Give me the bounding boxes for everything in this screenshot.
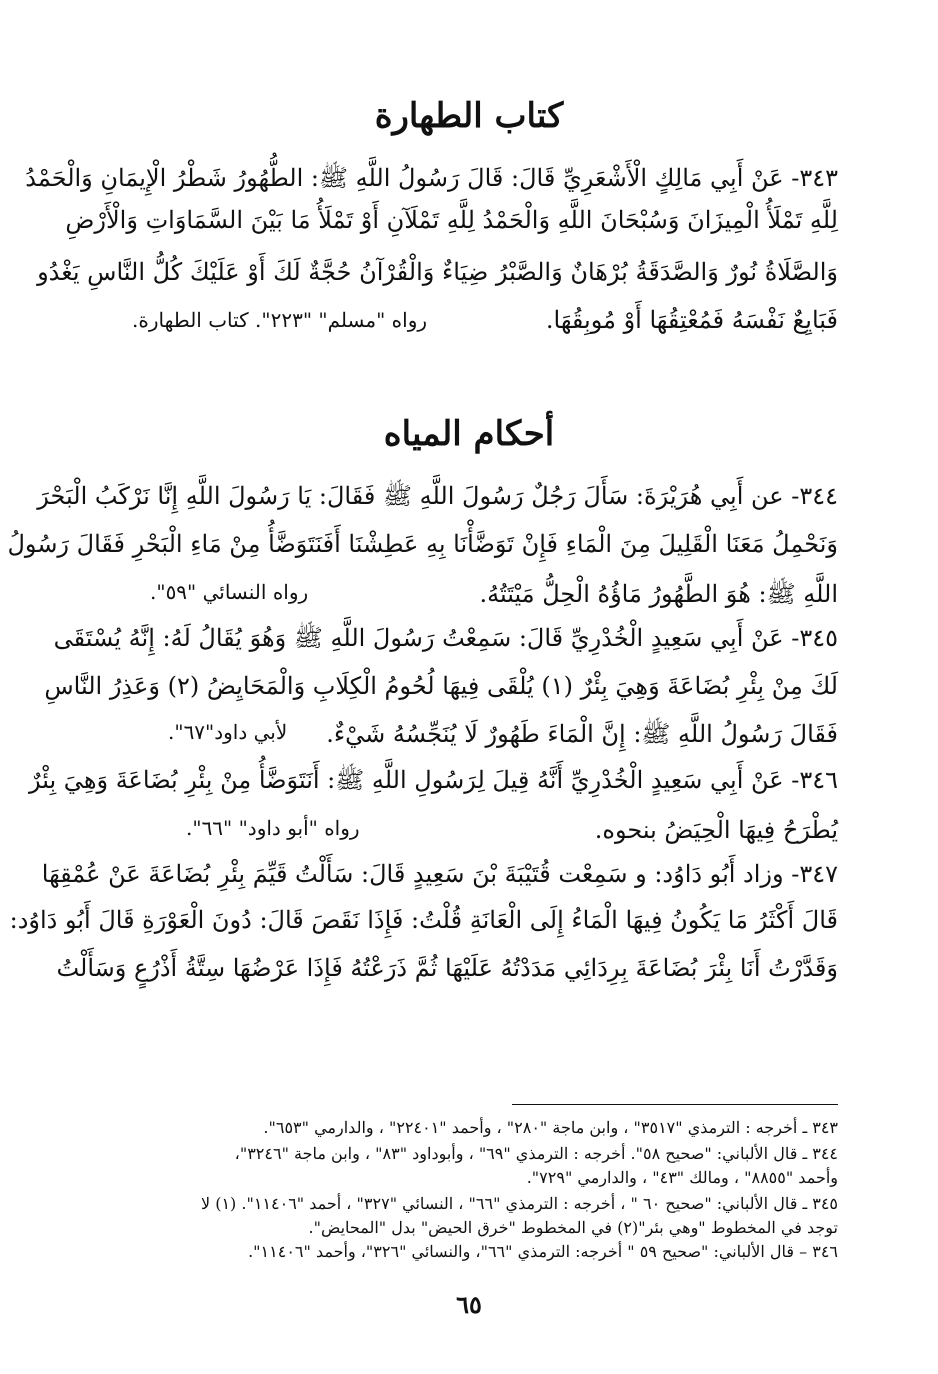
footnote-divider [512,1104,838,1105]
hadith-line: ٣٤٤- عن أَبِي هُرَيْرَةَ: سَأَلَ رَجُلٌ رَسُولَ اللَّهِ ﷺ فَقَالَ: يَا رَسُولَ اللَّهِ إِنَّا نَرْكَبُ الْبَحْرَ [37,482,838,510]
chapter-title: كتاب الطهارة [374,96,564,136]
hadith-line: ٣٤٧- وزاد أَبُو دَاوُد: و سَمِعْت قُتَيْبَةَ بْنَ سَعِيدٍ قَالَ: سَأَلْتُ قَيِّمَ بِئْرِ بُضَاعَةَ عَنْ عُمْقِهَا [41,860,838,888]
section-title: أحكام المياه [383,414,555,454]
hadith-line: قَالَ أَكْثَرُ مَا يَكُونُ فِيهَا الْمَاءُ إِلَى الْعَانَةِ قُلْتُ: فَإِذَا نَقَصَ قَالَ: دُونَ الْعَوْرَةِ قَالَ أَبُو دَاوُد: [9,906,838,934]
footnote-line: ٣٤٤ ـ قال الألباني: "صحيح ٥٨". أخرجه : الترمذي "٦٩" ، وأبوداود "٨٣" ، وابن ماجة "٣٢٤٦"، [234,1144,838,1163]
hadith-line: وَالصَّلَاةُ نُورٌ وَالصَّدَقَةُ بُرْهَانٌ وَالصَّبْرُ ضِيَاءٌ وَالْقُرْآنُ حُجَّةٌ لَكَ أَوْ عَلَيْكَ كُلُّ النَّاسِ يَغْدُو [37,258,838,286]
source-reference: لأبي داود"٦٧". [168,720,288,744]
hadith-line: فَقَالَ رَسُولُ اللَّهِ ﷺ: إِنَّ الْمَاءَ طَهُورٌ لَا يُنَجِّسُهُ شَيْءٌ. [326,720,838,748]
source-reference: رواه النسائي "٥٩". [150,580,309,604]
hadith-line: فَبَايِعٌ نَفْسَهُ فَمُعْتِقُهَا أَوْ مُوبِقُهَا. [545,306,838,334]
hadith-line: لَكَ مِنْ بِئْرِ بُضَاعَةَ وَهِيَ بِئْرٌ (١) يُلْقَى فِيهَا لُحُومُ الْكِلَابِ وَالْمَحَايِضُ (٢) وَعَذِرُ النَّاسِ [44,672,838,700]
hadith-line: يُطْرَحُ فِيهَا الْحِيَضُ بنحوه. [594,816,838,844]
hadith-line: وَقَدَّرْتُ أَنَا بِئْرَ بُضَاعَةَ بِرِدَائِي مَدَدْتُهُ عَلَيْهَا ثُمَّ ذَرَعْتُهُ فَإِذَا عَرْضُهَا سِتَّةُ أَذْرُعٍ وَسَأَلْتُ [56,954,838,982]
page-number: ٦٥ [456,1290,482,1319]
hadith-line: وَنَحْمِلُ مَعَنَا الْقَلِيلَ مِنَ الْمَاءِ فَإِنْ تَوَضَّأْنَا بِهِ عَطِشْنَا أَفَنَتَوَضَّأُ مِنْ مَاءِ الْبَحْرِ فَقَالَ رَسُولُ [7,530,838,558]
footnote-line: ٣٤٥ ـ قال الألباني: "صحيح ٦٠ " ، أخرجه : الترمذي "٦٦" ، النسائي "٣٢٧" ، أحمد "١١٤٠٦". (١) لا [200,1194,838,1213]
footnote-line: وأحمد "٨٨٥٥" ، ومالك "٤٣" ، والدارمي "٧٢٩". [526,1168,838,1187]
source-reference: رواه "أبو داود" "٦٦". [186,816,360,840]
footnote-line: توجد في المخطوط "وهي بئر"(٢) في المخطوط "خرق الحيض" بدل "المحايض". [308,1218,838,1237]
hadith-line: ٣٤٥- عَنْ أَبِي سَعِيدٍ الْخُدْرِيِّ قَالَ: سَمِعْتُ رَسُولَ اللَّهِ ﷺ وَهُوَ يُقَالُ لَهُ: إِنَّهُ يُسْتَقَى [53,624,838,652]
hadith-line: اللَّهِ ﷺ: هُوَ الطَّهُورُ مَاؤُهُ الْحِلُّ مَيْتَتُهُ. [479,580,838,608]
source-reference: رواه "مسلم" "٢٢٣". كتاب الطهارة. [132,308,428,332]
footnote-line: ٣٤٣ ـ أخرجه : الترمذي "٣٥١٧" ، وابن ماجة "٢٨٠" ، وأحمد "٢٢٤٠١" ، والدارمي "٦٥٣". [263,1118,838,1137]
footnote-line: ٣٤٦ – قال الألباني: "صحيح ٥٩ " أخرجه: الترمذي "٦٦"، والنسائي "٣٢٦"، وأحمد "١١٤٠٦". [248,1242,838,1261]
hadith-line: ٣٤٦- عَنْ أَبِي سَعِيدٍ الْخُدْرِيِّ أَنَّهُ قِيلَ لِرَسُولِ اللَّهِ ﷺ: أَنَتَوَضَّأُ مِنْ بِئْرِ بُضَاعَةَ وَهِيَ بِئْرٌ [29,766,838,794]
hadith-line: لِلَّهِ تَمْلَأُ الْمِيزَانَ وَسُبْحَانَ اللَّهِ وَالْحَمْدُ لِلَّهِ تَمْلَآنِ أَوْ تَمْلَأُ مَا بَيْنَ السَّمَاوَاتِ وَالْأَرْضِ [65,206,838,234]
hadith-line: ٣٤٣- عَنْ أَبِي مَالِكٍ الْأَشْعَرِيِّ قَالَ: قَالَ رَسُولُ اللَّهِ ﷺ: الطُّهُورُ شَطْرُ الْإِيمَانِ وَالْحَمْدُ [25,164,838,192]
